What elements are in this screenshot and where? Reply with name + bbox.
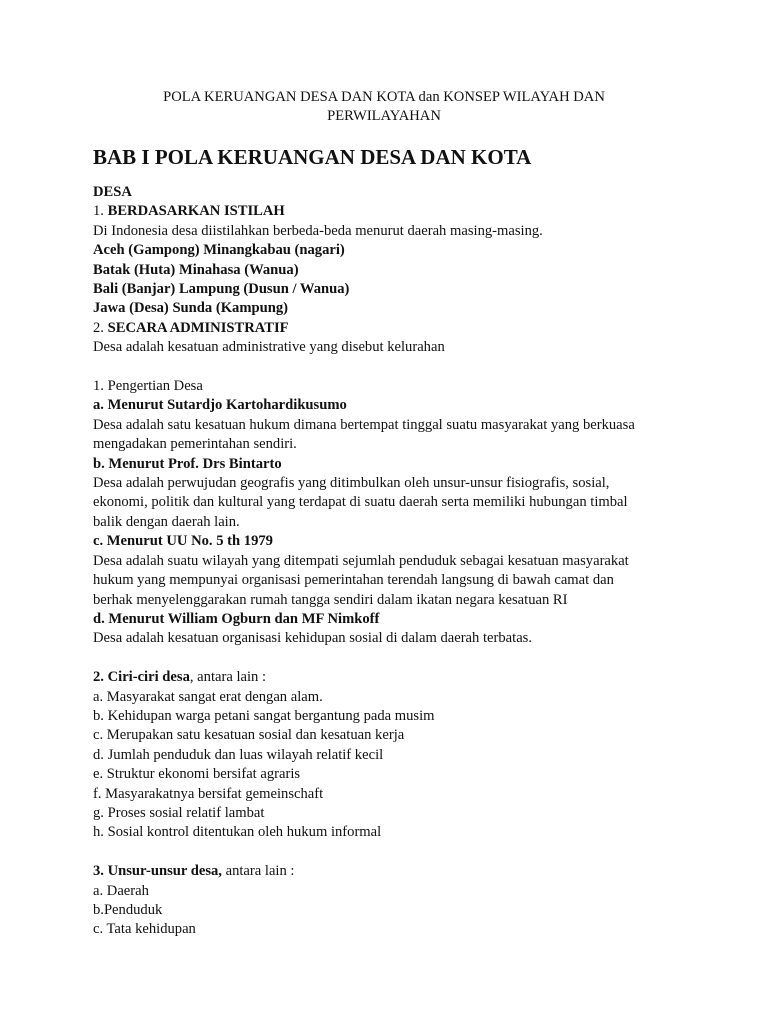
list-item: c. Merupakan satu kesatuan sosial dan kesatuan kerja	[93, 727, 405, 744]
administratif-description: Desa adalah kesatuan administrative yang disebut kelurahan	[93, 339, 445, 356]
definition-text: Desa adalah perwujudan geografis yang ditimbulkan oleh unsur-unsur fisiografis, sosial,	[93, 475, 610, 492]
list-item: d. Jumlah penduduk dan luas wilayah relatif kecil	[93, 746, 384, 763]
pengertian-title: 1. Pengertian Desa	[93, 378, 203, 395]
istilah-description: Di Indonesia desa diistilahkan berbeda-beda menurut daerah masing-masing.	[93, 222, 543, 239]
ciri-heading: 2. Ciri-ciri desa, antara lain :	[93, 669, 267, 686]
list-item: h. Sosial kontrol ditentukan oleh hukum informal	[93, 824, 382, 841]
village-name-line: Jawa (Desa) Sunda (Kampung)	[93, 300, 289, 317]
village-name-line: Aceh (Gampong) Minangkabau (nagari)	[93, 242, 345, 259]
definition-text: mengadakan pemerintahan sendiri.	[93, 436, 297, 453]
definition-text: balik dengan daerah lain.	[93, 513, 240, 530]
definition-text: hukum yang mempunyai organisasi pemerintahan terendah langsung di bawah camat dan	[93, 572, 614, 589]
title-line-2: PERWILAYAHAN	[327, 108, 441, 124]
list-item: g. Proses sosial relatif lambat	[93, 804, 265, 821]
list-item: a. Daerah	[93, 882, 149, 899]
list-item: c. Tata kehidupan	[93, 921, 196, 938]
subsection-administratif: 2. SECARA ADMINISTRATIF	[93, 319, 289, 336]
definition-heading: c. Menurut UU No. 5 th 1979	[93, 533, 273, 550]
village-name-line: Batak (Huta) Minahasa (Wanua)	[93, 261, 299, 278]
section-label-desa: DESA	[93, 184, 132, 200]
definition-text: Desa adalah kesatuan organisasi kehidupan sosial di dalam daerah terbatas.	[93, 630, 533, 647]
title-line-1: POLA KERUANGAN DESA DAN KOTA dan KONSEP WILAYAH DAN	[163, 89, 605, 105]
list-item: b.Penduduk	[93, 901, 163, 918]
list-item: a. Masyarakat sangat erat dengan alam.	[93, 688, 323, 705]
definition-text: Desa adalah satu kesatuan hukum dimana bertempat tinggal suatu masyarakat yang berkuasa	[93, 416, 635, 433]
definition-heading: d. Menurut William Ogburn dan MF Nimkoff	[93, 610, 380, 627]
definition-text: ekonomi, politik dan kultural yang terdapat di suatu daerah serta memiliki hubungan timbal	[93, 494, 628, 511]
document-title	[90, 88, 678, 126]
list-item: b. Kehidupan warga petani sangat bergantung pada musim	[93, 707, 435, 724]
unsur-heading: 3. Unsur-unsur desa, antara lain :	[93, 863, 295, 880]
list-item: f. Masyarakatnya bersifat gemeinschaft	[93, 785, 324, 802]
definition-text: Desa adalah suatu wilayah yang ditempati sejumlah penduduk sebagai kesatuan masyarakat	[93, 552, 629, 569]
definition-heading: b. Menurut Prof. Drs Bintarto	[93, 455, 282, 472]
document-body	[93, 183, 683, 940]
chapter-heading: BAB I POLA KERUANGAN DESA DAN KOTA	[93, 145, 532, 169]
subsection-istilah: 1. BERDASARKAN ISTILAH	[93, 203, 285, 220]
definition-text: berhak menyelenggarakan rumah tangga sendiri dalam ikatan negara kesatuan RI	[93, 591, 568, 608]
village-name-line: Bali (Banjar) Lampung (Dusun / Wanua)	[93, 281, 350, 298]
list-item: e. Struktur ekonomi bersifat agraris	[93, 766, 301, 783]
definition-heading: a. Menurut Sutardjo Kartohardikusumo	[93, 397, 347, 414]
